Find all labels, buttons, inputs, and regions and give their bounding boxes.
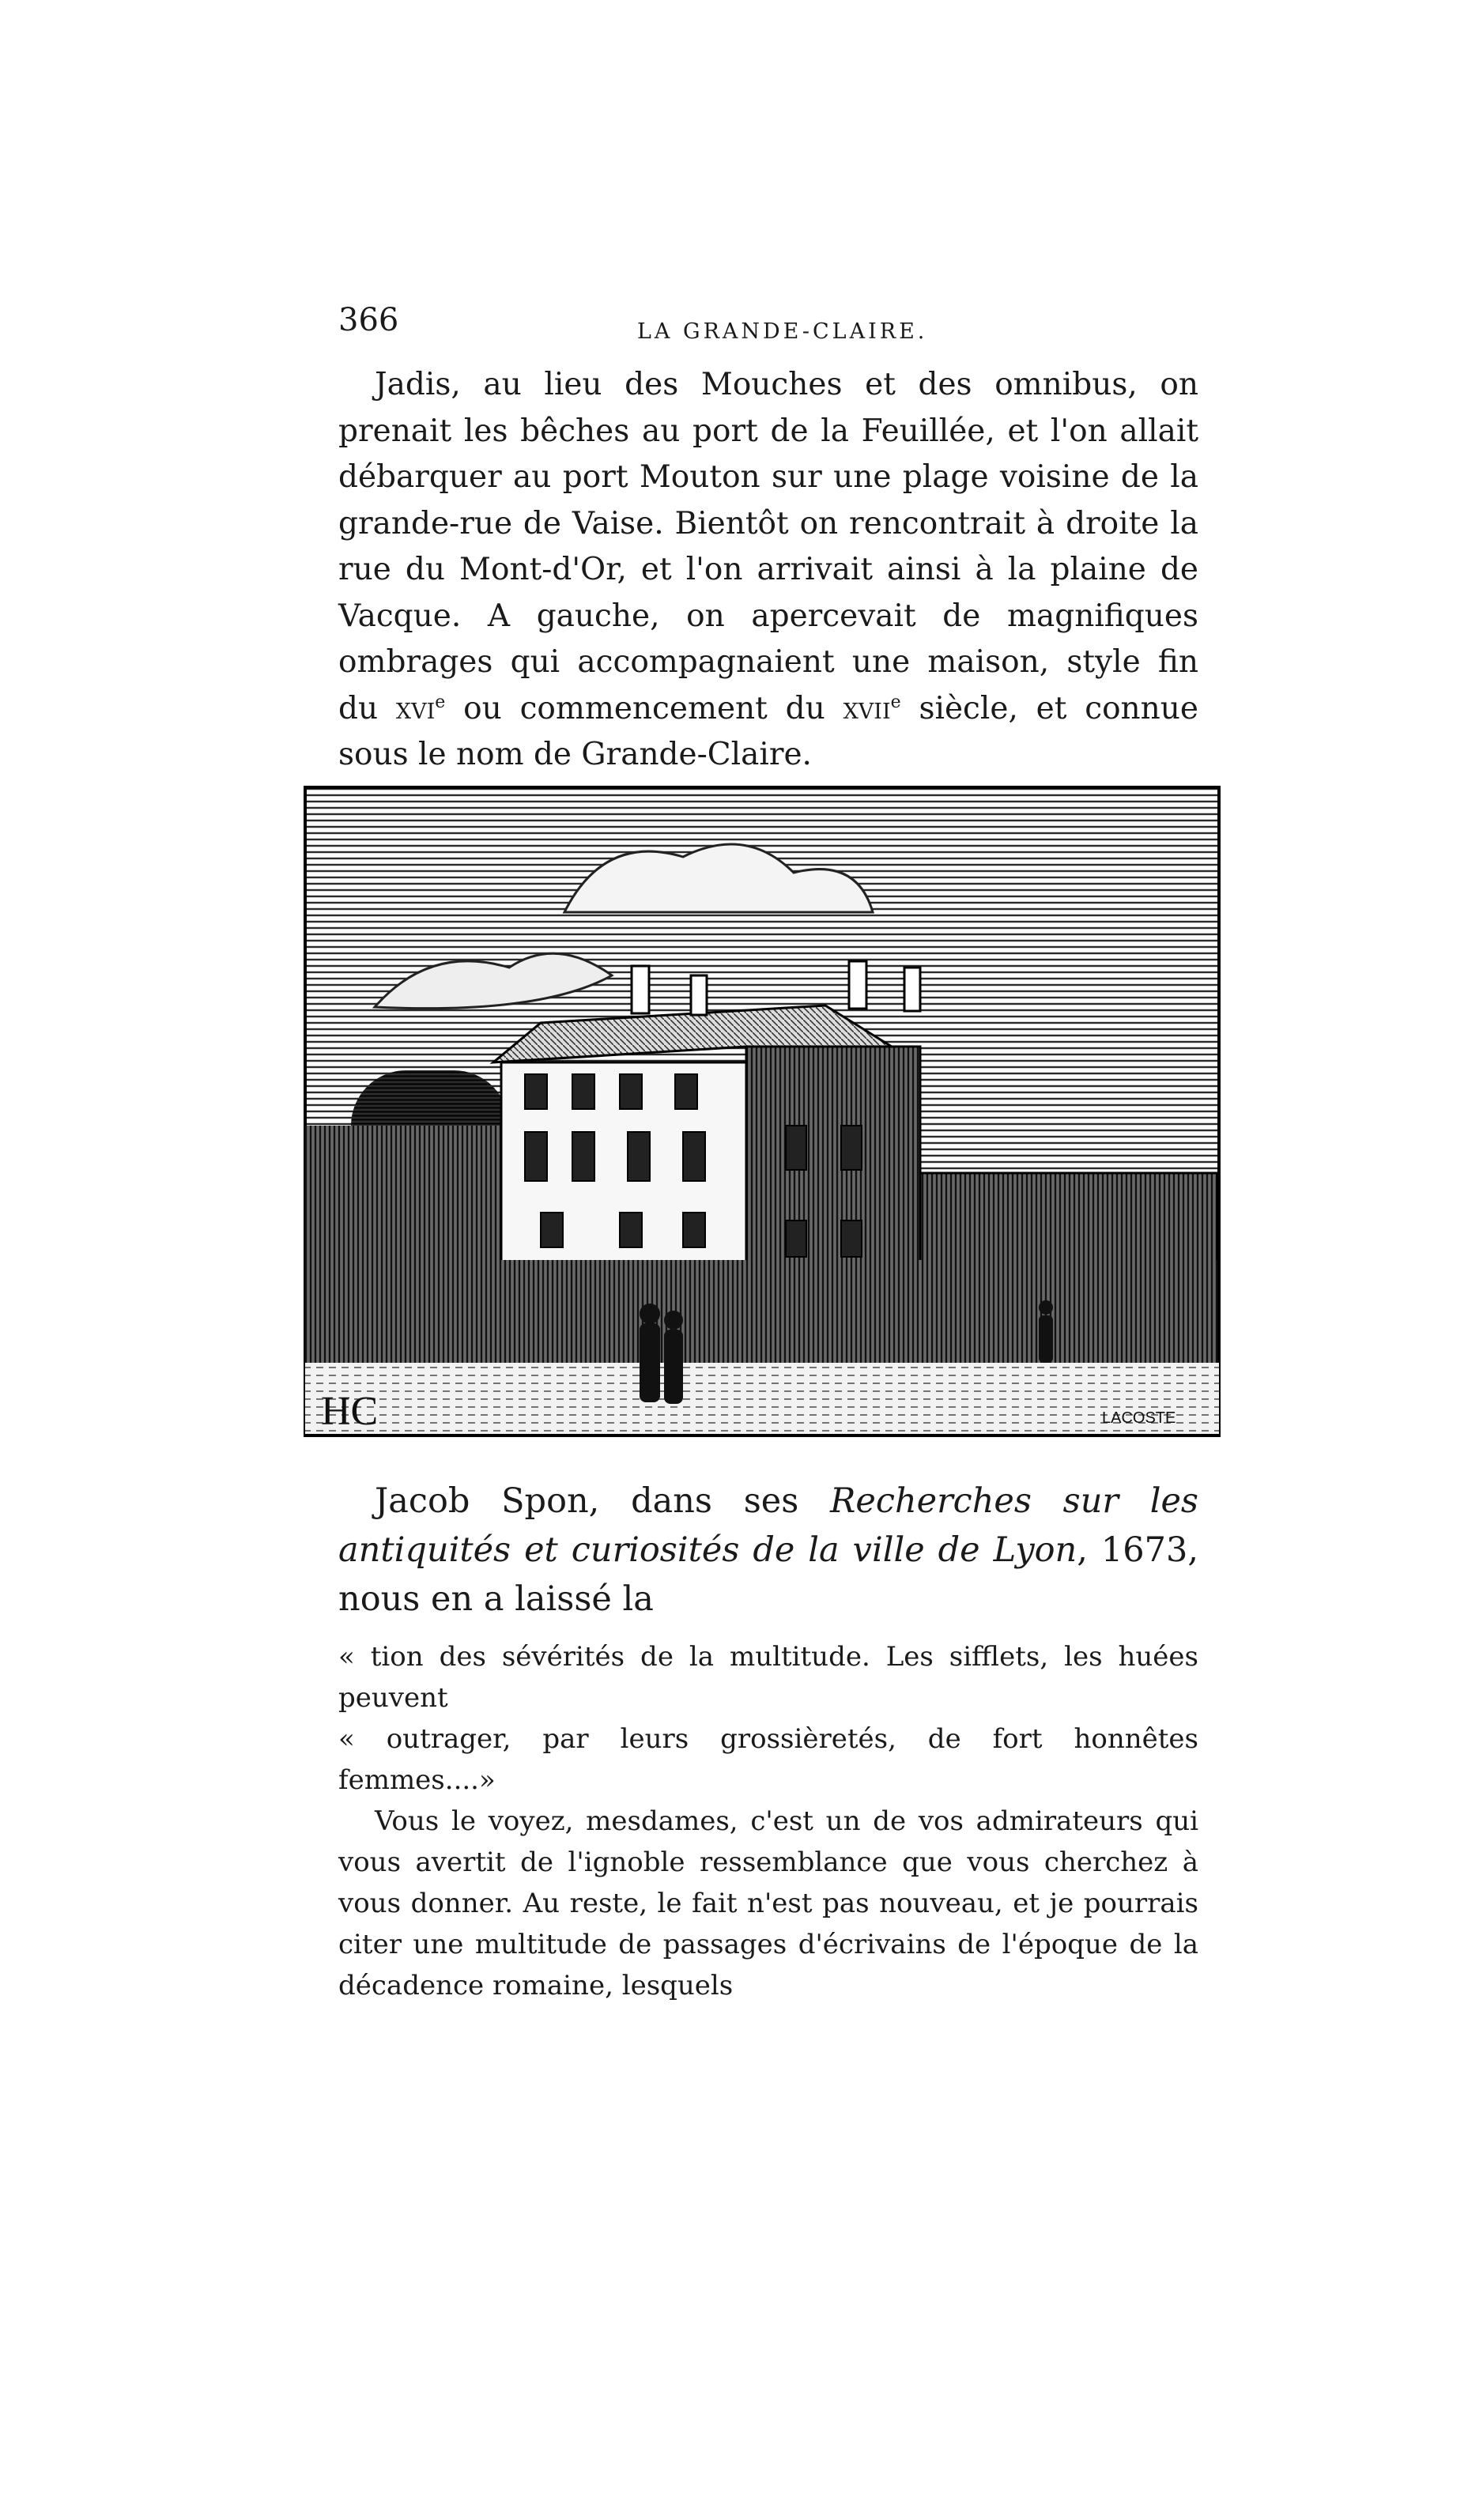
para-text-3: siècle, et connue sous le nom de Grande-Claire.	[338, 690, 1198, 772]
caption-paragraph	[338, 1477, 1198, 1624]
chimney	[632, 966, 649, 1013]
century-numeral-17: xvii	[843, 690, 891, 726]
main-paragraph-block	[338, 362, 1198, 779]
caption-text-2: , 1673, nous en a laissé la	[338, 1530, 1198, 1619]
footnote-quote-line: « outrager, par leurs grossièretés, de fort honnêtes femmes....»	[338, 1723, 1198, 1796]
chimney	[691, 975, 707, 1015]
para-text-1: Jadis, au lieu des Mouches et des omnibus, on prenait les bêches au port de la Feuillée, et l'on allait débarquer au port Mouton sur une plage voisine de la grande-rue de Vaise. Bientôt on rencontrait à droite la rue du Mont-d'Or, et l'on arrivait ainsi à la plaine de Vacque. A gauche, on apercevait de magnifiques ombrages qui accompagnaient une maison, style fin du	[338, 367, 1198, 726]
footnote-block	[338, 1636, 1198, 2006]
footnote-paragraph: Vous le voyez, mesdames, c'est un de vos admirateurs qui vous avertit de l'ignoble ressemblance que vous cherchez à vous donner. Au reste, le fait n'est pas nouveau, et je pourrais citer une multitude de passages d'écrivains de l'époque de la décadence romaine, lesquels	[338, 1805, 1198, 2001]
century-superscript-16: e	[435, 692, 446, 712]
caption-block	[338, 1477, 1198, 1624]
running-title: LA GRANDE-CLAIRE.	[637, 319, 928, 344]
caption-text-1: Jacob Spon, dans ses	[375, 1481, 831, 1521]
chimney	[849, 961, 866, 1009]
ground	[305, 1363, 1219, 1434]
main-paragraph	[338, 362, 1198, 779]
page-number: 366	[338, 302, 399, 338]
century-numeral-16: xvi	[395, 690, 436, 726]
engraving-illustration	[304, 786, 1221, 1437]
front-wall	[305, 1260, 1217, 1363]
century-superscript-17: e	[890, 692, 901, 712]
caption-book-title: Recherches sur les antiquités et curiosités de la ville de Lyon	[338, 1481, 1198, 1570]
para-text-2: ou commencement du	[445, 690, 843, 726]
engraver-monogram: HC	[321, 1389, 379, 1434]
engraver-signature: LACOSTE	[1102, 1409, 1176, 1427]
footnote-quote-line: « tion des sévérités de la multitude. Les sifflets, les huées peuvent	[338, 1641, 1198, 1714]
chimney	[904, 968, 920, 1011]
